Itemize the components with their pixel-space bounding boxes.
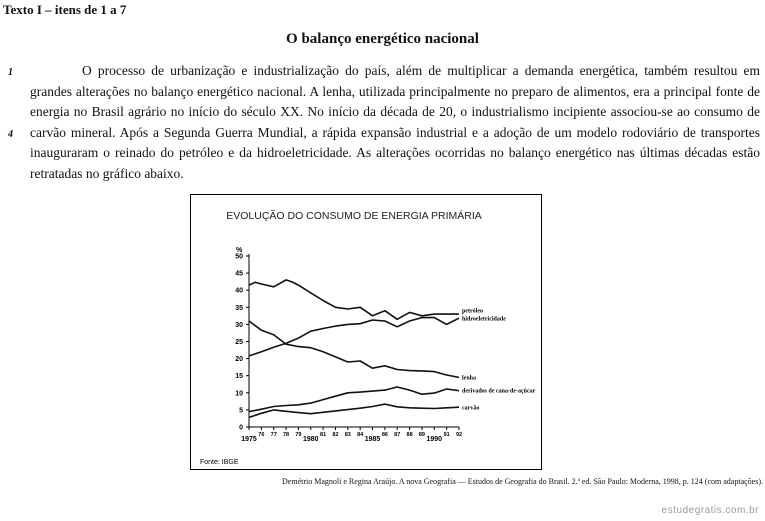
chart-svg	[191, 195, 541, 469]
x-tick-label: 89	[418, 432, 426, 438]
x-tick-label: 1980	[302, 436, 319, 443]
y-axis-label: %	[236, 247, 243, 254]
x-tick-label: 82	[332, 432, 339, 438]
x-tick-label: 77	[270, 432, 277, 438]
chart-series	[249, 280, 459, 418]
x-tick-label: 84	[357, 432, 364, 438]
y-tick-label: 30	[235, 321, 243, 329]
series-line-1	[249, 318, 459, 356]
y-tick-label: 20	[235, 356, 243, 364]
y-tick-label: 45	[235, 270, 243, 278]
y-tick-label: 15	[235, 373, 243, 381]
x-tick-label: 86	[381, 432, 388, 438]
x-tick-label: 91	[443, 432, 450, 438]
series-label-0: petróleo	[462, 308, 483, 315]
chart-source: Fonte: IBGE	[200, 459, 239, 466]
y-tick-label: 10	[235, 390, 243, 398]
x-tick-label: 76	[258, 432, 265, 438]
energy-consumption-chart	[190, 194, 542, 470]
x-tick-label: 87	[394, 432, 401, 438]
series-label-2: lenha	[462, 375, 477, 382]
page-title: O balanço energético nacional	[286, 31, 479, 47]
series-label-1: hidroeletricidade	[462, 316, 506, 323]
series-label-3: derivados de cana-de-açúcar	[462, 388, 536, 395]
x-tick-label: 81	[320, 432, 327, 438]
x-tick-label: 88	[406, 432, 413, 438]
watermark: estudegratis.com.br	[661, 505, 759, 516]
y-tick-label: 40	[235, 287, 243, 295]
y-tick-label: 25	[235, 339, 243, 346]
x-tick-label: 92	[455, 432, 463, 438]
y-tick-label: 0	[239, 424, 243, 432]
chart-title: EVOLUÇÃO DO CONSUMO DE ENERGIA PRIMÁRIA	[226, 210, 482, 222]
x-tick-label: 83	[344, 432, 351, 438]
x-tick-label: 79	[295, 432, 302, 438]
series-line-0	[249, 280, 459, 319]
chart-legend-labels	[462, 309, 536, 412]
x-tick-label: 1990	[426, 436, 443, 443]
bibliographic-reference: Demétrio Magnoli e Regina Araújo. A nova Geografia — Estudos de Geografia do Brasil. 2.ª ed. São Paulo: Moderna, 1998, p. 124 (com adaptações).	[282, 477, 763, 486]
y-tick-label: 50	[235, 253, 243, 261]
series-line-2	[249, 321, 459, 377]
section-header: Texto I – itens de 1 a 7	[3, 2, 127, 17]
y-tick-label: 5	[239, 407, 243, 415]
body-paragraph	[30, 61, 760, 184]
x-tick-label: 1985	[364, 436, 381, 443]
series-label-4: carvão	[462, 405, 480, 412]
line-number-1: 1	[8, 67, 13, 78]
body-paragraph-text: O processo de urbanização e industrialização do país, além de multiplicar a demanda energética, também resultou em grandes alterações no balanço energético nacional. A lenha, utilizada principalmente no preparo de alimentos, era a principal fonte de energia no Brasil agrário no início do século XX. No início da década de 20, o industrialismo incipiente associou-se ao consumo de carvão mineral. Após a Segunda Guerra Mundial, a rápida expansão industrial e a adoção de um modelo rodoviário de transportes inauguraram o reinado do petróleo e da hidroeletricidade. As alterações ocorridas no balanço energético nas últimas décadas estão retratadas no gráfico abaixo.	[30, 63, 760, 181]
x-tick-label: 1975	[241, 436, 257, 443]
y-tick-label: 35	[235, 304, 243, 312]
x-tick-label: 78	[282, 432, 290, 438]
line-number-4: 4	[8, 129, 13, 140]
